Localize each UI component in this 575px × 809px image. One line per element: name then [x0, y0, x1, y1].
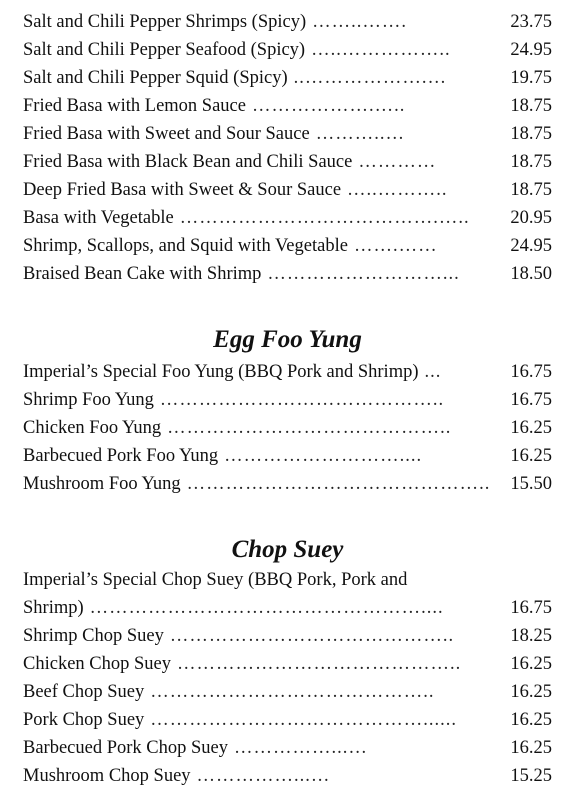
item-price: 16.25 [510, 710, 552, 730]
menu-item [23, 650, 552, 678]
menu-item [23, 36, 552, 64]
item-name: Mushroom Chop Suey [23, 766, 191, 786]
item-price: 18.50 [510, 264, 552, 284]
item-name: Basa with Vegetable [23, 208, 174, 228]
item-price: 18.75 [510, 124, 552, 144]
item-leader: ……………….….. [251, 96, 406, 116]
item-leader: …..……….. [347, 180, 448, 200]
item-leader: ……………...… [196, 766, 331, 786]
menu-item [23, 762, 552, 790]
item-leader: …………………………………….. [167, 418, 452, 438]
menu-item [23, 734, 552, 762]
item-price: 20.95 [510, 208, 552, 228]
item-leader: …….…… [353, 236, 438, 256]
item-leader: ………… [358, 152, 437, 172]
menu-item [23, 204, 552, 232]
item-name: Pork Chop Suey [23, 710, 145, 730]
item-name: Shrimp Foo Yung [23, 390, 154, 410]
item-name: Mushroom Foo Yung [23, 474, 181, 494]
item-name: Deep Fried Basa with Sweet & Sour Sauce [23, 180, 342, 200]
menu-item-special-line1 [23, 566, 552, 594]
menu-item [23, 470, 552, 498]
menu-item [23, 8, 552, 36]
menu-item [23, 120, 552, 148]
section-heading-chop-suey: Chop Suey [231, 536, 344, 563]
item-price: 24.95 [510, 236, 552, 256]
item-price: 18.75 [510, 96, 552, 116]
item-price: 16.75 [510, 598, 552, 618]
item-leader: ……………...… [234, 738, 368, 758]
menu-item [23, 176, 552, 204]
item-name: Shrimp Chop Suey [23, 626, 164, 646]
item-name: Chicken Chop Suey [23, 654, 171, 674]
menu-item [23, 706, 552, 734]
item-price: 18.75 [510, 180, 552, 200]
item-price: 16.75 [510, 390, 552, 410]
item-name: Barbecued Pork Chop Suey [23, 738, 229, 758]
item-price: 16.75 [510, 362, 552, 382]
menu-item [23, 678, 552, 706]
item-price: 16.25 [510, 654, 552, 674]
item-name: Salt and Chili Pepper Squid (Spicy) [23, 68, 288, 88]
item-leader: ……………………………………...... [150, 710, 458, 730]
item-price: 15.50 [510, 474, 552, 494]
item-price: 23.75 [510, 12, 552, 32]
item-leader: …………………………………….. [169, 626, 455, 646]
item-name: Imperial’s Special Foo Yung (BBQ Pork and Shrimp) [23, 362, 419, 382]
menu-item [23, 622, 552, 650]
item-name: Salt and Chili Pepper Seafood (Spicy) [23, 40, 306, 60]
item-leader: ……………………….... [224, 446, 423, 466]
item-leader: ……………………………………….. [186, 474, 491, 494]
menu-item [23, 64, 552, 92]
item-name: Imperial’s Special Chop Suey (BBQ Pork, Pork and [23, 570, 408, 590]
item-price: 19.75 [510, 68, 552, 88]
item-leader: ... [424, 362, 442, 382]
item-name: Fried Basa with Black Bean and Chili Sauce [23, 152, 353, 172]
item-leader: ………………………………….….. [179, 208, 470, 228]
item-leader: ………..… [315, 124, 405, 144]
item-leader: ………………………... [267, 264, 460, 284]
menu-item [23, 358, 552, 386]
item-price: 15.25 [510, 766, 552, 786]
item-leader: …………………………………….. [150, 682, 435, 702]
item-price: 16.25 [510, 446, 552, 466]
item-leader: …………………………………………….... [89, 598, 444, 618]
item-name: Barbecued Pork Foo Yung [23, 446, 219, 466]
menu-item-special-line2 [23, 594, 552, 622]
menu-item [23, 386, 552, 414]
menu-item [23, 260, 552, 288]
item-leader: …………………………………….. [159, 390, 445, 410]
item-price: 16.25 [510, 738, 552, 758]
menu-item [23, 148, 552, 176]
section-heading-egg-foo-yung: Egg Foo Yung [213, 326, 362, 353]
menu-item [23, 92, 552, 120]
item-name: Shrimp, Scallops, and Squid with Vegetable [23, 236, 348, 256]
item-price: 18.25 [510, 626, 552, 646]
item-price: 18.75 [510, 152, 552, 172]
item-name: Fried Basa with Sweet and Sour Sauce [23, 124, 310, 144]
item-name: Salt and Chili Pepper Shrimps (Spicy) [23, 12, 307, 32]
item-price: 16.25 [510, 682, 552, 702]
item-leader: ……..……. [312, 12, 408, 32]
item-name: Chicken Foo Yung [23, 418, 162, 438]
item-name: Fried Basa with Lemon Sauce [23, 96, 246, 116]
menu-item [23, 232, 552, 260]
menu-item [23, 442, 552, 470]
item-price: 24.95 [510, 40, 552, 60]
item-name: Shrimp) [23, 598, 84, 618]
item-leader: ..……………….… [293, 68, 448, 88]
item-leader: …..…………….. [311, 40, 451, 60]
item-price: 16.25 [510, 418, 552, 438]
item-leader: …………………………………….. [177, 654, 462, 674]
item-name: Braised Bean Cake with Shrimp [23, 264, 262, 284]
item-name: Beef Chop Suey [23, 682, 145, 702]
menu-item [23, 414, 552, 442]
